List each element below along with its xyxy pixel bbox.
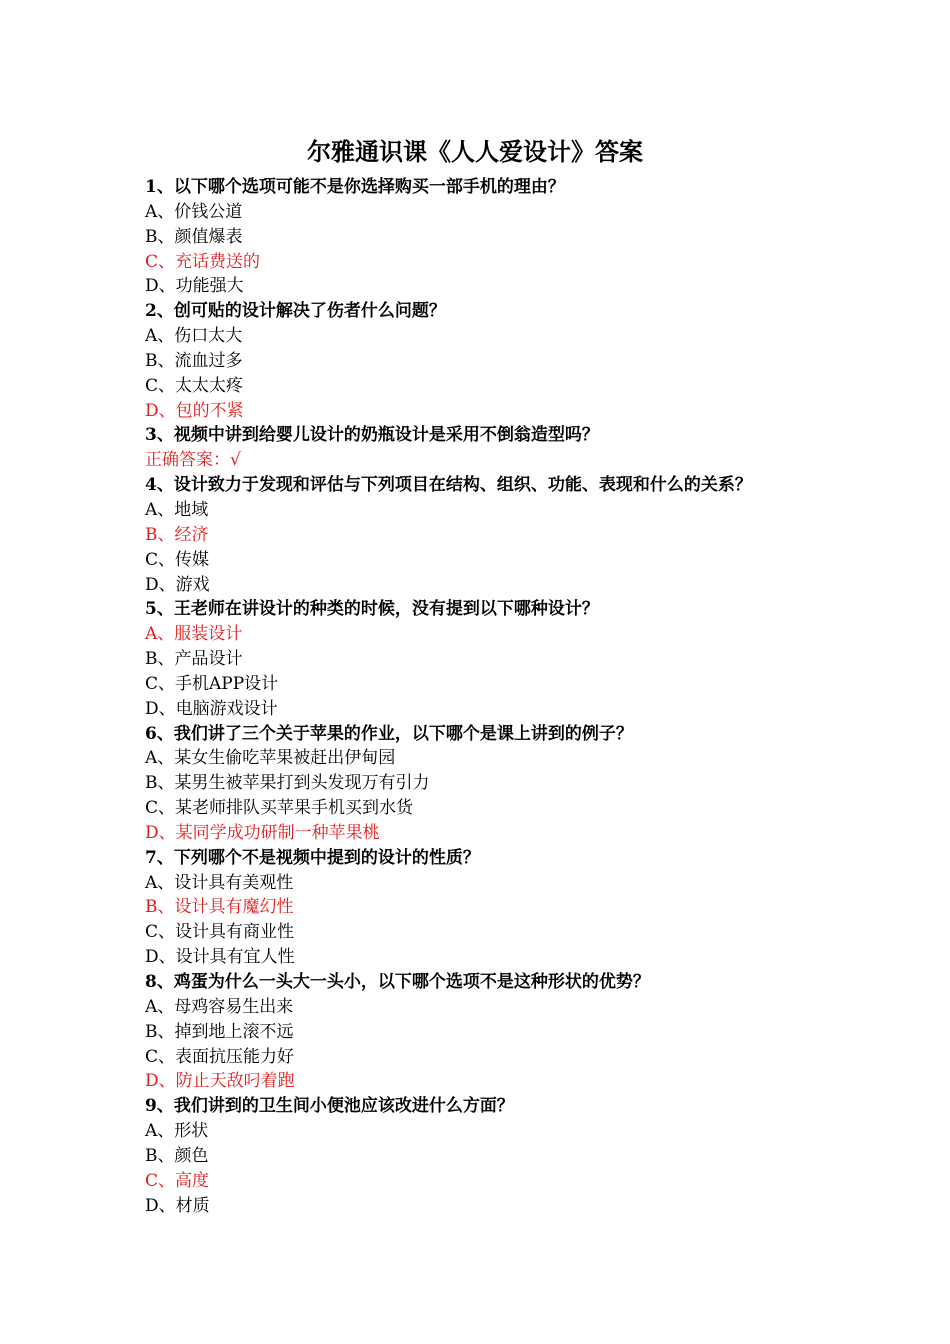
question-block <box>145 423 885 473</box>
answer-option: A、形状 <box>145 1121 209 1142</box>
question-block <box>145 299 885 423</box>
document-title: 尔雅通识课《人人爱设计》答案 <box>307 137 643 166</box>
answer-option: D、游戏 <box>145 574 210 595</box>
question-block <box>145 846 885 970</box>
answer-option: A、地域 <box>145 499 209 520</box>
question-text: 9、我们讲到的卫生间小便池应该改进什么方面？ <box>145 1096 514 1117</box>
question-block <box>145 473 885 597</box>
question-text: 2、创可贴的设计解决了伤者什么问题？ <box>145 301 446 322</box>
question-text: 6、我们讲了三个关于苹果的作业，以下哪个是课上讲到的例子？ <box>145 723 633 744</box>
question-text: 1、以下哪个选项可能不是你选择购买一部手机的理由？ <box>145 177 565 197</box>
question-text: 8、鸡蛋为什么一头大一头小，以下哪个选项不是这种形状的优势？ <box>145 972 650 992</box>
answer-option: C、设计具有商业性 <box>145 922 295 943</box>
correct-answer-option: D、防止天敌叼着跑 <box>145 1071 295 1092</box>
question-block <box>145 970 885 1094</box>
answer-option: B、某男生被苹果打到头发现万有引力 <box>145 773 430 794</box>
answer-option: C、某老师排队买苹果手机买到水货 <box>145 798 414 819</box>
answer-option: C、太太太疼 <box>145 375 244 396</box>
correct-answer-option: D、某同学成功研制一种苹果桃 <box>145 822 380 843</box>
question-list <box>145 175 885 1218</box>
answer-option: B、颜值爆表 <box>145 226 243 247</box>
answer-option: A、伤口太大 <box>145 326 243 347</box>
answer-option: C、传媒 <box>145 549 210 570</box>
answer-option: D、电脑游戏设计 <box>145 698 278 719</box>
answer-option: B、掉到地上滚不远 <box>145 1021 294 1042</box>
answer-option: A、价钱公道 <box>145 201 243 222</box>
question-block <box>145 722 885 846</box>
correct-answer-option: D、包的不紧 <box>145 400 244 421</box>
correct-answer-option: A、服装设计 <box>145 624 243 645</box>
question-text: 7、下列哪个不是视频中提到的设计的性质？ <box>145 847 480 868</box>
correct-answer-option: 正确答案：√ <box>145 450 241 471</box>
question-text: 4、设计致力于发现和评估与下列项目在结构、组织、功能、表现和什么的关系？ <box>145 475 752 496</box>
answer-option: B、产品设计 <box>145 649 243 670</box>
answer-option: A、某女生偷吃苹果被赶出伊甸园 <box>145 748 396 769</box>
answer-option: D、功能强大 <box>145 276 244 297</box>
answer-option: A、设计具有美观性 <box>145 872 294 893</box>
correct-answer-option: B、设计具有魔幻性 <box>145 897 294 918</box>
question-text: 5、王老师在讲设计的种类的时候，没有提到以下哪种设计？ <box>145 599 599 620</box>
answer-option: C、表面抗压能力好 <box>145 1046 295 1067</box>
answer-option: C、手机APP设计 <box>145 673 279 694</box>
correct-answer-option: C、高度 <box>145 1170 210 1191</box>
question-text: 3、视频中讲到给婴儿设计的奶瓶设计是采用不倒翁造型吗？ <box>145 425 599 446</box>
answer-option: A、母鸡容易生出来 <box>145 996 294 1017</box>
correct-answer-option: C、充话费送的 <box>145 251 261 272</box>
correct-answer-option: B、经济 <box>145 524 209 545</box>
question-block <box>145 597 885 721</box>
answer-option: D、设计具有宜人性 <box>145 947 295 968</box>
answer-option: B、颜色 <box>145 1145 209 1166</box>
answer-option: B、流血过多 <box>145 350 243 371</box>
question-block <box>145 175 885 299</box>
answer-option: D、材质 <box>145 1195 210 1216</box>
question-block <box>145 1094 885 1218</box>
